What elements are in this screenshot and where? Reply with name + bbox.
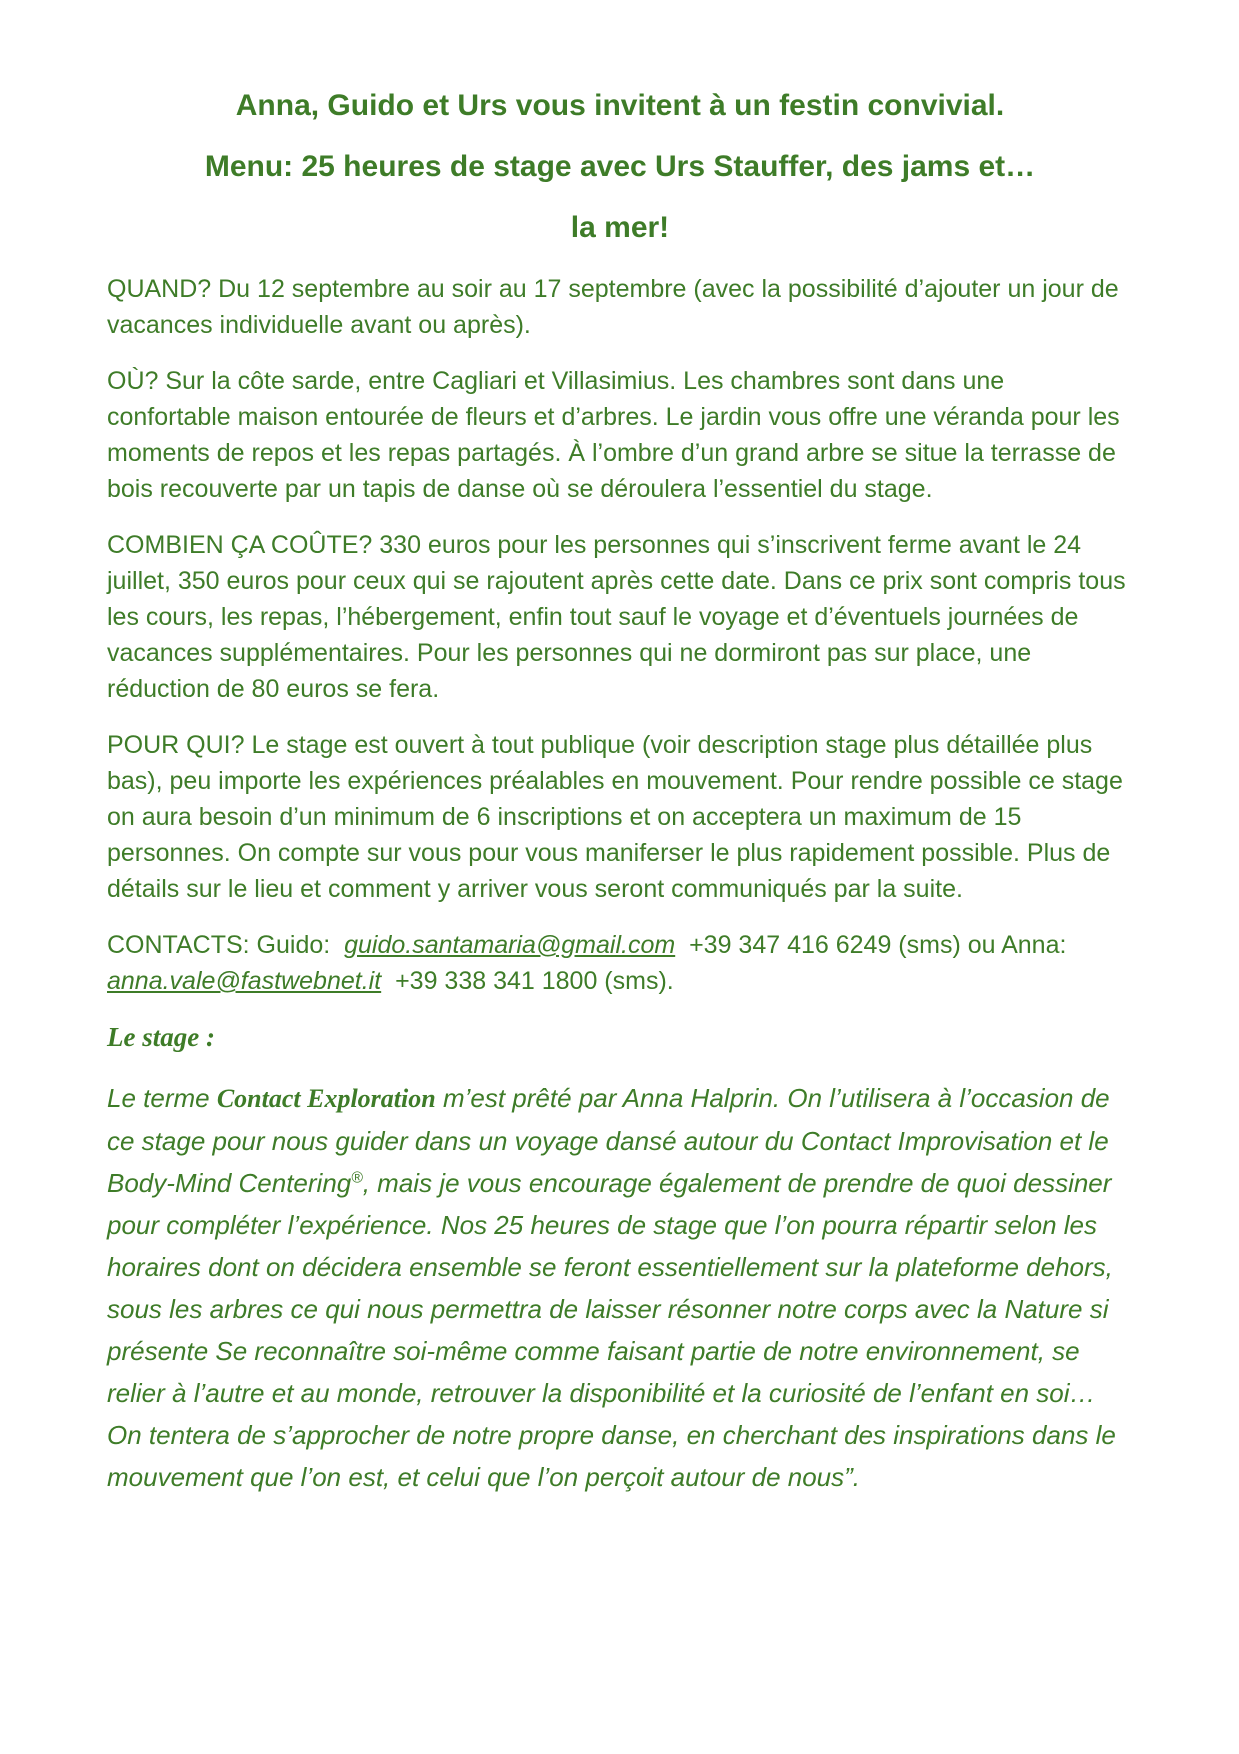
contacts-intro: CONTACTS: Guido: [107, 931, 345, 959]
stage-term-contact-exploration: Contact Exploration [216, 1084, 436, 1113]
title-line-2: Menu: 25 heures de stage avec Urs Stauffer, des jams et… [204, 150, 1036, 183]
stage-section-heading: Le stage : [107, 1022, 215, 1052]
stage-text-tail: , mais je vous encourage également de prendre de quoi dessiner pour compléter l’expérience. Nos 25 heures de stage que l’on pourra répartir selon les horaires dont on décidera ensemble se feront essentiellement sur la plateforme dehors, sous les arbres ce qui nous permettra de laisser résonner notre corps avec la Nature si présente Se reconnaître soi-même comme faisant partie de notre environnement, se relier à l’autre et au monde, retrouver la disponibilité et la curiosité de l’enfant en soi… On tentera de s’approcher de notre propre danse, en cherchant des inspirations dans le mouvement que l’on est, et celui que l’on perçoit autour de nous”. [107, 1168, 1116, 1492]
stage-text-mid: m’est prêté par Anna Halprin. On l’utilisera à l’occasion de ce stage pour nous guider dans un voyage dansé autour du Contact Improvisation et le Body-Mind Centering [107, 1083, 1110, 1198]
title-line-3: la mer! [570, 211, 670, 244]
paragraph-pour-qui: POUR QUI? Le stage est ouvert à tout publique (voir description stage plus détaillée plus bas), peu importe les expériences préalables en mouvement. Pour rendre possible ce stage on aura besoin d’un minimum de 6 inscriptions et on acceptera un maximum de 15 personnes. On compte sur vous pour vous maniferser le plus rapidement possible. Plus de détails sur le lieu et comment y arriver vous seront communiqués par la suite. [107, 731, 1123, 903]
paragraph-stage-description [107, 1077, 1133, 1498]
paragraph-ou: OÙ? Sur la côte sarde, entre Cagliari et Villasimius. Les chambres sont dans une confortable maison entourée de fleurs et d’arbres. Le jardin vous offre une véranda pour les moments de repos et les repas partagés. À l’ombre d’un grand arbre se situe la terrasse de bois recouverte par un tapis de danse où se déroulera l’essentiel du stage. [107, 367, 1120, 503]
contacts-middle: +39 347 416 6249 (sms) ou Anna: [675, 931, 1074, 959]
paragraph-quand: QUAND? Du 12 septembre au soir au 17 septembre (avec la possibilité d’ajouter un jour de vacances individuelle avant ou après). [107, 275, 1119, 339]
contacts-end: +39 338 341 1800 (sms). [381, 967, 674, 995]
paragraph-contacts [107, 927, 1133, 999]
guido-email-link[interactable]: guido.santamaria@gmail.com [344, 931, 676, 959]
registered-trademark-symbol: ® [351, 1169, 363, 1187]
anna-email-link[interactable]: anna.vale@fastwebnet.it [107, 967, 382, 995]
stage-text-lead: Le terme [107, 1083, 217, 1113]
title-line-1: Anna, Guido et Urs vous invitent à un festin convivial. [235, 89, 1005, 122]
paragraph-combien: COMBIEN ÇA COÛTE? 330 euros pour les personnes qui s’inscrivent ferme avant le 24 juillet, 350 euros pour ceux qui se rajoutent après cette date. Dans ce prix sont compris tous les cours, les repas, l’hébergement, enfin tout sauf le voyage et d’éventuels journées de vacances supplémentaires. Pour les personnes qui ne dormiront pas sur place, une réduction de 80 euros se fera. [107, 531, 1126, 703]
